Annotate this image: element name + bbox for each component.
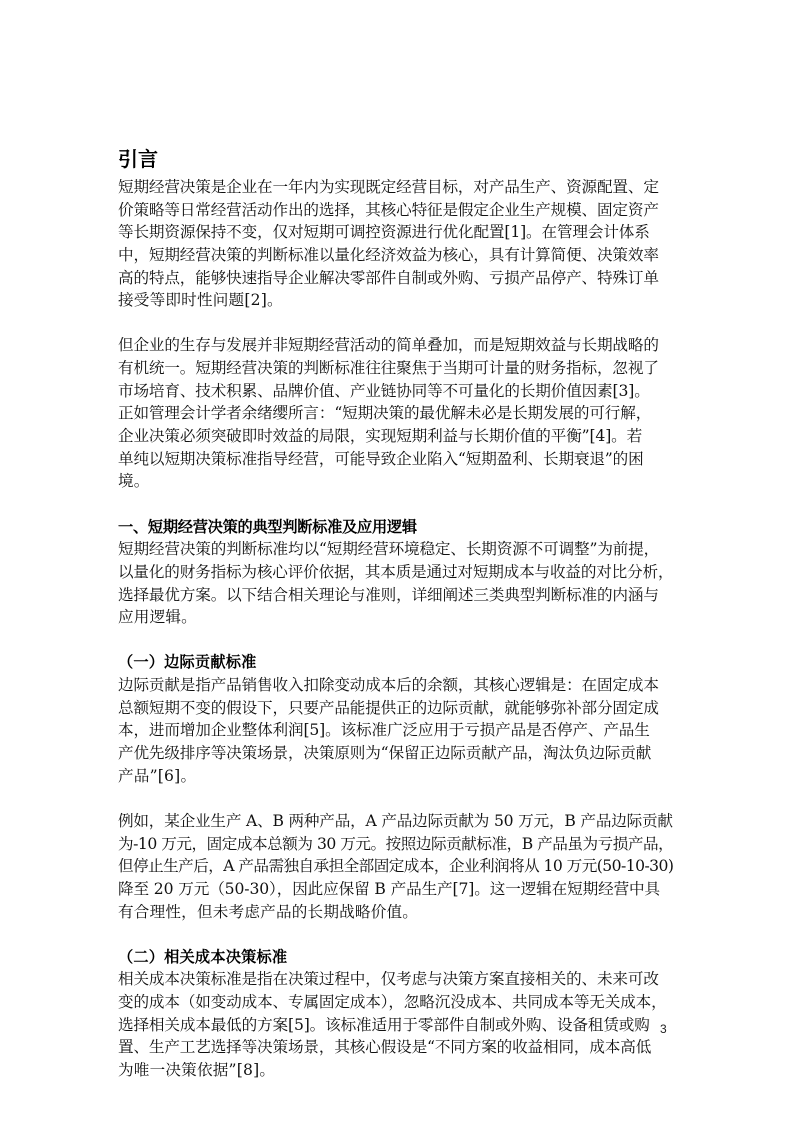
- text-line: 但停止生产后，A 产品需独自承担全部固定成本，企业利润将从 10 万元(50-10-30): [118, 857, 674, 876]
- paragraph-spacer: [118, 629, 678, 652]
- paragraph-spacer: [118, 493, 678, 516]
- text-line: 接受等即时性问题[2]。: [118, 291, 283, 310]
- text-line: 变的成本（如变动成本、专属固定成本），忽略沉没成本、共同成本等无关成本，: [118, 993, 667, 1012]
- paragraph-spacer: [118, 787, 678, 810]
- text-line: 高的特点，能够快速指导企业解决零部件自制或外购、亏损产品停产、特殊订单: [118, 268, 659, 287]
- text-line: 边际贡献是指产品销售收入扣除变动成本后的余额，其核心逻辑是：在固定成本: [118, 676, 659, 695]
- text-line: 有合理性，但未考虑产品的长期战略价值。: [118, 902, 419, 921]
- text-line: 应用逻辑。: [118, 608, 197, 627]
- section-1-paragraph: [118, 538, 678, 629]
- text-line: 相关成本决策标准是指在决策过程中，仅考虑与决策方案直接相关的、未来可改: [118, 970, 659, 989]
- text-line: 等长期资源保持不变，仅对短期可调控资源进行优化配置[1]。在管理会计体系: [118, 223, 650, 242]
- text-line: 置、生产工艺选择等决策场景，其核心假设是“不同方案的收益相同，成本高低: [118, 1038, 652, 1057]
- text-line: 本，进而增加企业整体利润[5]。该标准广泛应用于亏损产品是否停产、产品生: [118, 721, 650, 740]
- text-line: 有机统一。短期经营决策的判断标准往往聚焦于当期可计量的财务指标，忽视了: [118, 359, 659, 378]
- text-line: 单纯以短期决策标准指导经营，可能导致企业陷入“短期盈利、长期衰退”的困: [118, 449, 644, 468]
- text-line: 产品”[6]。: [118, 766, 197, 785]
- subsection-heading: （二）相关成本决策标准: [118, 947, 288, 966]
- introduction-heading: 引言: [118, 147, 158, 171]
- paragraph-spacer: [118, 312, 678, 335]
- paragraph-spacer: [118, 923, 678, 946]
- text-line: 产优先级排序等决策场景，决策原则为“保留正边际贡献产品，淘汰负边际贡献: [118, 744, 652, 763]
- section-heading: 一、短期经营决策的典型判断标准及应用逻辑: [118, 517, 417, 536]
- page-content: [118, 145, 678, 1082]
- intro-paragraph-1: [118, 176, 678, 312]
- text-line: 选择相关成本最低的方案[5]。该标准适用于零部件自制或外购、设备租赁或购: [118, 1015, 650, 1034]
- text-line: 降至 20 万元（50-30），因此应保留 B 产品生产[7]。这一逻辑在短期经营中具: [118, 879, 660, 898]
- text-line: 总额短期不变的假设下，只要产品能提供正的边际贡献，就能够弥补部分固定成: [118, 698, 659, 717]
- text-line: 中，短期经营决策的判断标准以量化经济效益为核心，具有计算简便、决策效率: [118, 245, 659, 264]
- text-line: 境。: [118, 472, 150, 491]
- text-line: 正如管理会计学者余绪缨所言：“短期决策的最优解未必是长期发展的可行解，: [118, 404, 652, 423]
- text-line: 企业决策必须突破即时效益的局限，实现短期利益与长期价值的平衡”[4]。若: [118, 427, 643, 446]
- subsection-1-paragraph-2: [118, 810, 678, 923]
- text-line: 短期经营决策的判断标准均以“短期经营环境稳定、长期资源不可调整”为前提，: [118, 540, 660, 559]
- text-line: 短期经营决策是企业在一年内为实现既定经营目标，对产品生产、资源配置、定: [118, 178, 659, 196]
- text-line: 价策略等日常经营活动作出的选择，其核心特征是假定企业生产规模、固定资产: [118, 200, 659, 219]
- text-line: 以量化的财务指标为核心评价依据，其本质是通过对短期成本与收益的对比分析，: [118, 562, 674, 581]
- text-line: 市场培育、技术积累、品牌价值、产业链协同等不可量化的长期价值因素[3]。: [118, 381, 650, 400]
- text-line: 但企业的生存与发展并非短期经营活动的简单叠加，而是短期效益与长期战略的: [118, 336, 659, 355]
- text-line: 为唯一决策依据”[8]。: [118, 1060, 276, 1079]
- intro-paragraph-2: [118, 334, 678, 492]
- subsection-1-paragraph-1: [118, 674, 678, 787]
- text-line: 为-10 万元，固定成本总额为 30 万元。按照边际贡献标准，B 产品虽为亏损产品，: [118, 834, 674, 853]
- subsection-2-paragraph: [118, 968, 678, 1081]
- text-line: 选择最优方案。以下结合相关理论与准则，详细阐述三类典型判断标准的内涵与: [118, 585, 659, 604]
- page-number: 3: [660, 1022, 667, 1036]
- subsection-heading: （一）边际贡献标准: [118, 653, 257, 672]
- text-line: 例如，某企业生产 A、B 两种产品，A 产品边际贡献为 50 万元，B 产品边际贡献: [118, 811, 673, 830]
